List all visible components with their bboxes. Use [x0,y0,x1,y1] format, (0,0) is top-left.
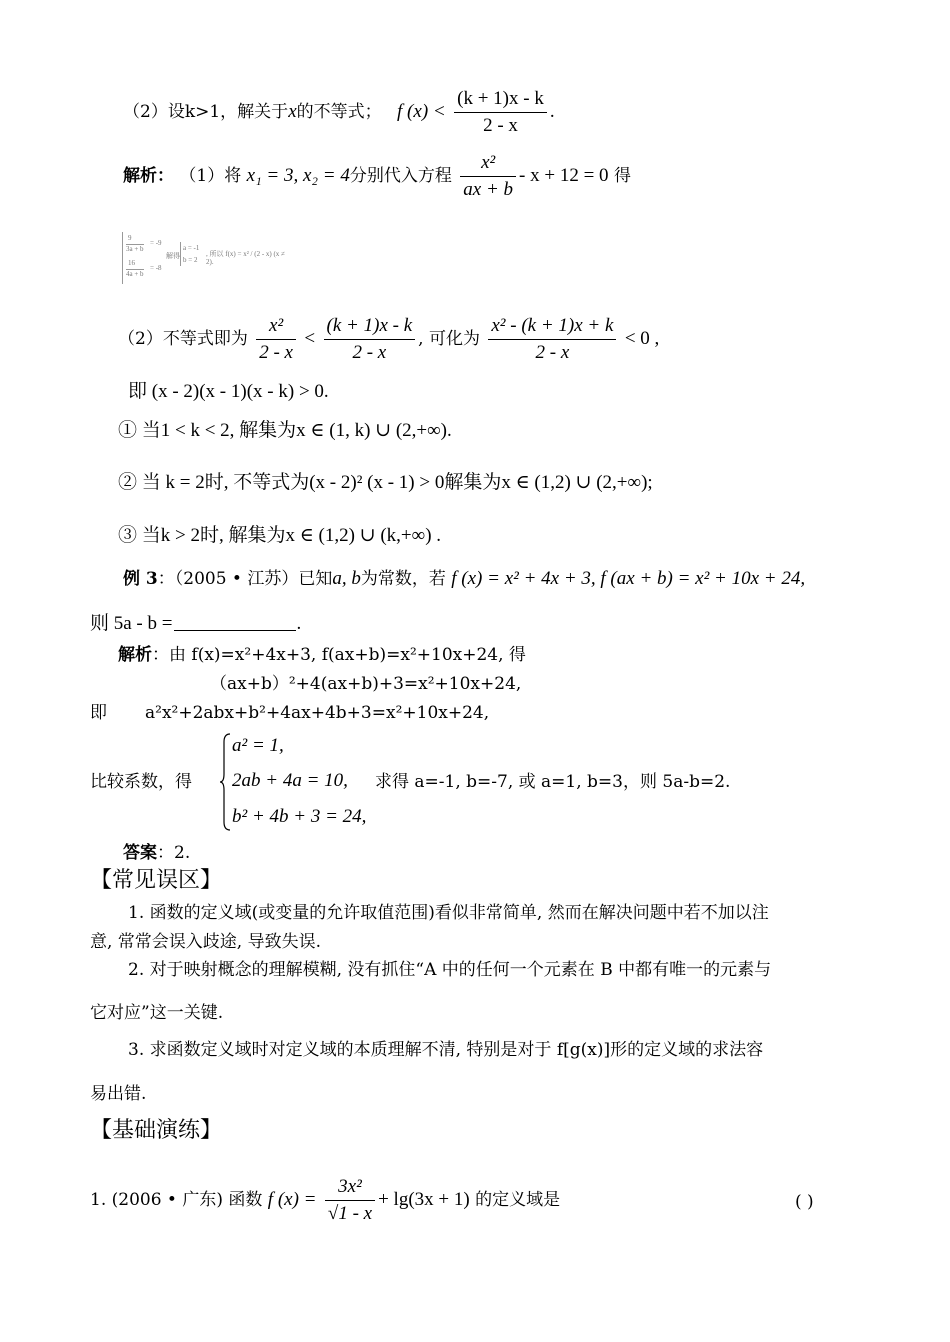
error-1-cont: 意, 常常会误入歧途, 导致失误. [90,932,322,952]
case-2: ② 当 k = 2时, 不等式为(x - 2)² (x - 1) > 0解集为x ∈ (1,2) ∪ (2,+∞); [118,472,653,493]
solution-line: （ax+b）²+4(ax+b)+3=x²+10x+24, [210,674,522,694]
fraction: $\frac{\text{3x²}}{√1 - x}$ [325,1176,375,1225]
small-formula-image: 9 3a + b = -9 16 4a + b = -8 解得 a = -1 b = 2 , 所以 f(x) = x² / (2 - x) (x ≠ 2). [122,232,292,287]
example-3-solution: 解析：由 f(x)=x²+4x+3, f(ax+b)=x²+10x+24, 得 [118,645,526,665]
case-1: ① 当1 < k < 2, 解集为x ∈ (1, k) ∪ (2,+∞). [118,420,452,441]
error-1: 1. 函数的定义域(或变量的允许取值范围)看似非常简单, 然而在解决问题中若不加以注 [128,903,769,923]
question-2: （2）设k>1，解关于x的不等式； f (x) < $\frac{(k + 1)x - k}{2 - x}$ . [123,88,555,136]
fraction: $\frac{\text{x² - (k + 1)x + k}}{2 - x}$ [488,315,616,364]
error-3-cont: 易出错. [90,1084,147,1104]
compare-coefficients: 比较系数，得 [90,772,192,792]
fraction: $\frac{(k + 1)x - k}{2 - x}$ [454,88,547,137]
practice-1: 1. (2006 • 广东) 函数 f (x) = $\frac{\text{3x²}}{√1 - x}$ + lg(3x + 1) 的定义域是 [90,1176,561,1224]
equation-1: a² = 1, [232,735,284,756]
error-2-cont: 它对应”这一关键. [90,1003,224,1023]
case-3: ③ 当k > 2时, 解集为x ∈ (1,2) ∪ (k,+∞) . [118,525,442,546]
answer-parentheses: ( ) [795,1192,814,1212]
section-heading-common-errors: 【常见误区】 [90,868,223,893]
left-brace-icon [220,732,232,832]
answer: 答案：2. [123,843,191,863]
solution-result: 求得 a=-1, b=-7, 或 a=1, b=3，则 5a-b=2. [375,772,731,792]
error-2: 2. 对于映射概念的理解模糊, 没有抓住“A 中的任何一个元素在 B 中都有唯一的元素与 [128,960,772,980]
fraction: $\frac{\text{x²}}{ax + b}$ [460,152,516,201]
fraction: $\frac{(k + 1)x - k}{2 - x}$ [324,315,416,364]
equation-3: b² + 4b + 3 = 24, [232,806,367,827]
example-3: 例 3：（2005 • 江苏）已知a, b为常数，若 f (x) = x² + 4x + 3, f (ax + b) = x² + 10x + 24, [123,568,806,589]
question-blank: 则 5a - b = . [90,613,302,634]
solution-1: 解析： （1）将 x₁ = 3, x₂ = 4分别代入方程 $\frac{\text{x²}}{ax + b}$ - x + 12 = 0 得 [123,152,631,200]
fraction: $\frac{\text{x²}}{2 - x}$ [256,315,296,364]
factored-inequality: 即 (x - 2)(x - 1)(x - k) > 0. [128,381,329,402]
equation-2: 2ab + 4a = 10, [232,770,348,791]
section-heading-basic-practice: 【基础演练】 [90,1118,223,1143]
solution-2: （2）不等式即为 $\frac{\text{x²}}{2 - x}$ < $\frac{(k + 1)x - k}{2 - x}$ , 可化为 $\frac{\text{x² - (k + 1)x + k}}{2 - x}$ < 0 , [118,315,660,363]
solution-line: 即 a²x²+2abx+b²+4ax+4b+3=x²+10x+24, [90,703,490,723]
answer-blank [174,613,296,631]
error-3: 3. 求函数定义域时对定义域的本质理解不清, 特别是对于 f[g(x)]形的定义域的求法容 [128,1040,764,1060]
